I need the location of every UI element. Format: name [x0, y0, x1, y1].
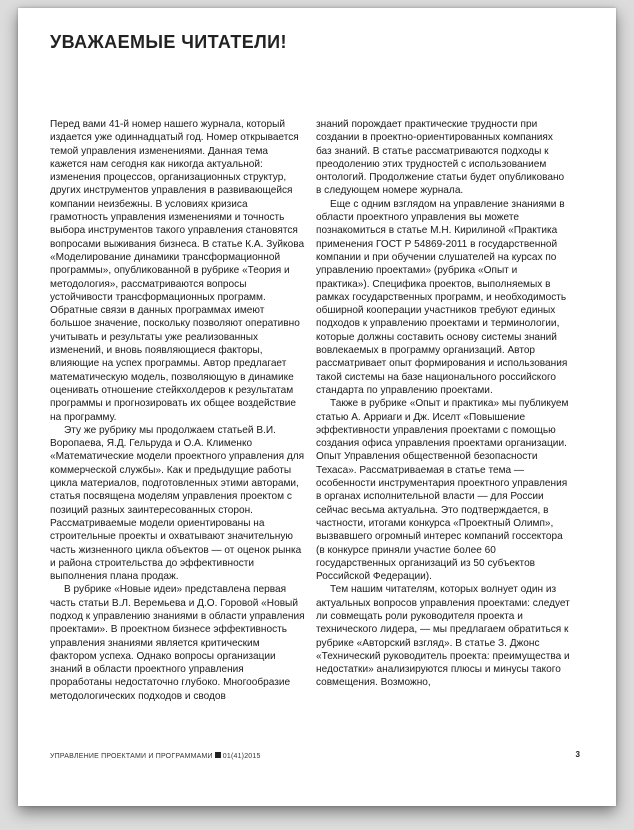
paragraph: знаний порождает практические трудности при создании в проектно-ориентированных компаниях баз знаний. В статье рассматриваются подходы к преодолению этих трудностей с использованием онтологий. Продолжение статьи будет опубликовано в следующем номере журнала.: [316, 119, 565, 197]
issue-number: 01(41)2015: [222, 753, 261, 760]
page-heading: УВАЖАЕМЫЕ ЧИТАТЕЛИ!: [50, 32, 287, 52]
page-number: 3: [575, 750, 580, 759]
right-column: [316, 118, 571, 690]
square-separator-icon: [215, 752, 221, 758]
paragraph: Перед вами 41-й номер нашего журнала, который издается уже одиннадцатый год. Номер открывается темой управления изменениями. Данная тема кажется нам сегодня как никогда актуальной: изменения процессов, организационных структур, других инструментов управления в развивающейся компании неизбежны. В условиях кризиса грамотность управления изменениями и точность выбора инструментов такого управления становятся вопросами выживания бизнеса. В статье К.А. Зуйкова «Моделирование динамики трансформационной программы», опубликованной в рубрике «Теория и методология», рассматриваются вопросы устойчивости трансформационных программ. Обратные связи в данных программах имеют большое значение, поскольку позволяют оперативно учитывать и результаты уже реализованных изменений, и вновь появляющиеся факторы, влияющие на успех программы. Автор предлагает математическую модель, позволяющую в динамике оценивать отношение стейкхолдеров к результатам программы и прогнозировать их общее воздействие на программу.: [50, 119, 305, 423]
journal-name: УПРАВЛЕНИЕ ПРОЕКТАМИ И ПРОГРАММАМИ: [50, 753, 213, 760]
paragraph: В рубрике «Новые идеи» представлена первая часть статьи В.Л. Веремьева и Д.О. Горовой «Новый подход к управлению знаниями в области управления проектами». В проектном бизнесе эффективность управления знаниями является критическим фактором успеха. Однако вопросы организации знаний в области проектного управления проработаны недостаточно глубоко. Многообразие методологических подходов и сводов: [50, 584, 305, 702]
page-footer: [50, 752, 585, 760]
paragraph: Еще с одним взглядом на управление знаниями в области проектного управления вы можете познакомиться в статье М.Н. Кирилиной «Практика применения ГОСТ Р 54869-2011 в государственной компании и при обучении слушателей на курсах по управлению проектами» (рубрика «Опыт и практика»). Специфика проектов, выполняемых в рамках государственных программ, и необходимость обширной кооперации участников требуют единых подходов к управлению проектами и терминологии, которые должны составить основу системы знаний вовлекаемых в программу организаций. Автор рассматривает опыт формирования и использования такой системы на базе национального российского стандарта по управлению проектами.: [316, 198, 568, 396]
left-column: [50, 118, 305, 703]
journal-page: [18, 8, 616, 806]
paragraph: Также в рубрике «Опыт и практика» мы публикуем статью А. Арриаги и Дж. Иселт «Повышение эффективности управления проектами с помощью создания офиса управления проектами организации. Опыт Управления общественной безопасности Техаса». Рассматриваемая в статье тема — особенности инструментария проектного управления в органах исполнительной власти — для России сейчас весьма актуальна. Это подтверждается, в частности, итогами конкурса «Проектный Олимп», вызвавшего огромный интерес компаний госсектора (в конкурсе приняли участие более 60 государственных организаций из 50 субъектов Российской Федерации).: [316, 398, 569, 583]
paragraph: Тем нашим читателям, которых волнует один из актуальных вопросов управления проектами: следует ли совмещать роли руководителя проекта и технического лидера, — мы предлагаем обратиться к рубрике «Авторский взгляд». В статье З. Джонс «Технический руководитель проекта: преимущества и недостатки» анализируются плюсы и минусы такого совмещения. Возможно,: [316, 584, 570, 689]
paragraph: Эту же рубрику мы продолжаем статьей В.И. Воропаева, Я.Д. Гельруда и О.А. Клименко «Математические модели проектного управления для коммерческой службы». Как и предыдущие работы цикла материалов, подготовленных этими авторами, статья посвящена моделям управления проектом с позиций разных заинтересованных сторон. Рассматриваемые модели ориентированы на строительные проекты и охватывают значительную часть жизненного цикла объектов — от оценок рынка и района строительства до эффективности выполнения плана продаж.: [50, 424, 305, 583]
